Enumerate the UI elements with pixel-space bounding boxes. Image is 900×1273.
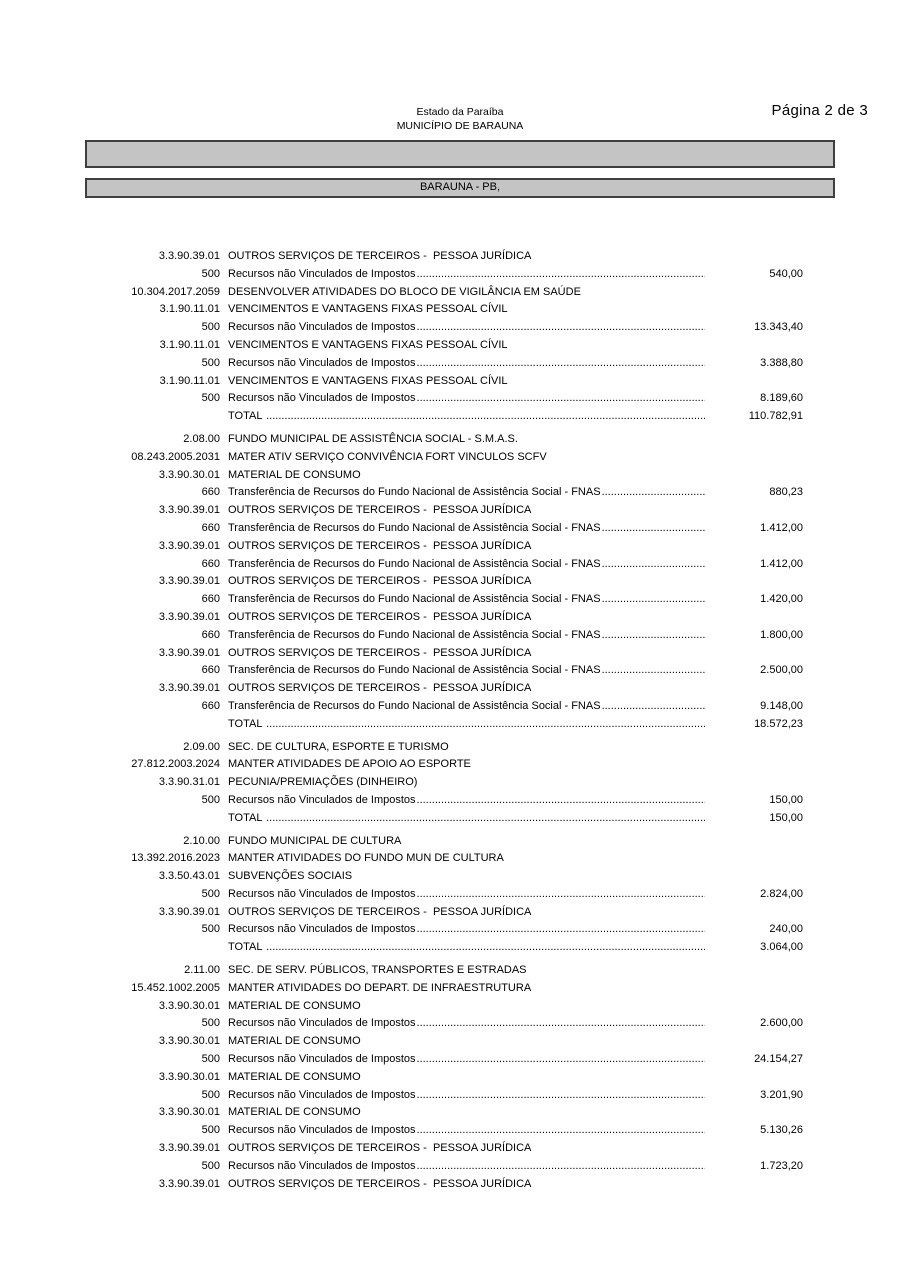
row-code: 660	[201, 593, 220, 606]
report-row	[85, 520, 835, 538]
row-code: 3.3.90.39.01	[158, 1177, 220, 1190]
dot-leader	[417, 1051, 705, 1069]
row-value: 5.130,26	[760, 1124, 803, 1137]
dot-leader	[602, 520, 705, 538]
report-row	[85, 1158, 835, 1176]
row-code: 500	[201, 1017, 220, 1030]
municipality-name: MUNICÍPIO DE BARAUNA	[396, 119, 524, 132]
row-description: FUNDO MUNICIPAL DE ASSISTÊNCIA SOCIAL - S.M.A.S.	[228, 432, 518, 445]
row-value: 2.600,00	[760, 1017, 803, 1030]
row-description: MANTER ATIVIDADES DO DEPART. DE INFRAESTRUTURA	[228, 981, 532, 994]
row-code: 27.812.2003.2024	[131, 758, 220, 771]
row-description: SEC. DE SERV. PÚBLICOS, TRANSPORTES E ESTRADAS	[228, 964, 527, 977]
row-value: 2.500,00	[760, 664, 803, 677]
report-row	[85, 355, 835, 373]
row-desc-wrap	[228, 248, 705, 266]
report-row	[85, 810, 835, 828]
row-description: Transferência de Recursos do Fundo Nacional de Assistência Social - FNAS	[228, 557, 601, 570]
report-row	[85, 408, 835, 426]
dot-leader	[417, 319, 705, 337]
row-description: VENCIMENTOS E VANTAGENS FIXAS PESSOAL CÍVIL	[228, 303, 508, 316]
row-code: 500	[201, 887, 220, 900]
row-value: 1.723,20	[760, 1159, 803, 1172]
row-code: 2.10.00	[183, 834, 220, 847]
row-description: FUNDO MUNICIPAL DE CULTURA	[228, 834, 402, 847]
report-row	[85, 502, 835, 520]
row-desc-wrap	[228, 739, 705, 757]
report-row	[85, 538, 835, 556]
row-code: 660	[201, 486, 220, 499]
report-body	[85, 248, 835, 1193]
row-code: 500	[201, 392, 220, 405]
row-code: 2.11.00	[184, 964, 220, 977]
row-desc-wrap	[228, 319, 705, 337]
row-description: SUBVENÇÕES SOCIAIS	[228, 870, 353, 883]
report-row	[85, 716, 835, 734]
dot-leader	[417, 792, 705, 810]
row-desc-wrap	[228, 962, 705, 980]
row-code: 10.304.2017.2059	[131, 285, 220, 298]
row-description: Recursos não Vinculados de Impostos	[228, 923, 416, 936]
row-description: PECUNIA/PREMIAÇÕES (DINHEIRO)	[228, 776, 418, 789]
row-value: 8.189,60	[760, 392, 803, 405]
row-description: TOTAL	[228, 941, 266, 954]
row-desc-wrap	[228, 609, 705, 627]
row-desc-wrap	[228, 756, 705, 774]
row-desc-wrap	[228, 698, 705, 716]
row-value: 9.148,00	[760, 699, 803, 712]
report-row	[85, 449, 835, 467]
dot-leader	[266, 939, 705, 957]
row-code: 660	[201, 664, 220, 677]
report-row	[85, 1122, 835, 1140]
row-code: 3.3.90.30.01	[158, 1106, 220, 1119]
dot-leader	[417, 886, 705, 904]
row-description: OUTROS SERVIÇOS DE TERCEIROS - PESSOA JURÍDICA	[228, 575, 532, 588]
row-desc-wrap	[228, 1015, 705, 1033]
dot-leader	[266, 408, 705, 426]
report-row	[85, 390, 835, 408]
row-desc-wrap	[228, 627, 705, 645]
row-code: 3.3.50.43.01	[158, 870, 220, 883]
row-code: 500	[201, 1088, 220, 1101]
report-row	[85, 337, 835, 355]
report-row	[85, 1015, 835, 1033]
row-code: 3.3.90.39.01	[158, 575, 220, 588]
row-description: Transferência de Recursos do Fundo Nacional de Assistência Social - FNAS	[228, 699, 601, 712]
report-row	[85, 627, 835, 645]
row-desc-wrap	[228, 868, 705, 886]
row-value: 1.420,00	[760, 593, 803, 606]
row-code: 13.392.2016.2023	[131, 852, 220, 865]
row-desc-wrap	[228, 921, 705, 939]
row-desc-wrap	[228, 337, 705, 355]
row-value: 13.343,40	[754, 321, 803, 334]
report-row	[85, 792, 835, 810]
report-row	[85, 1033, 835, 1051]
row-desc-wrap	[228, 645, 705, 663]
report-row	[85, 886, 835, 904]
report-row	[85, 319, 835, 337]
row-description: Recursos não Vinculados de Impostos	[228, 392, 416, 405]
report-row	[85, 904, 835, 922]
row-desc-wrap	[228, 467, 705, 485]
report-row	[85, 266, 835, 284]
row-desc-wrap	[228, 390, 705, 408]
row-desc-wrap	[228, 373, 705, 391]
row-desc-wrap	[228, 266, 705, 284]
page-number: Página 2 de 3	[771, 102, 868, 119]
row-code: 15.452.1002.2005	[131, 981, 220, 994]
row-code: 500	[201, 1159, 220, 1172]
row-code: 500	[201, 267, 220, 280]
dot-leader	[417, 1158, 705, 1176]
report-row	[85, 868, 835, 886]
row-desc-wrap	[228, 301, 705, 319]
row-description: VENCIMENTOS E VANTAGENS FIXAS PESSOAL CÍVIL	[228, 374, 508, 387]
row-description: Recursos não Vinculados de Impostos	[228, 793, 416, 806]
dot-leader	[417, 390, 705, 408]
report-row	[85, 645, 835, 663]
row-description: Recursos não Vinculados de Impostos	[228, 267, 416, 280]
row-description: Transferência de Recursos do Fundo Nacional de Assistência Social - FNAS	[228, 521, 601, 534]
row-code: 500	[201, 321, 220, 334]
report-row	[85, 431, 835, 449]
row-value: 880,23	[769, 486, 803, 499]
row-value: 24.154,27	[754, 1053, 803, 1066]
row-code: 3.3.90.39.01	[158, 646, 220, 659]
row-description: Recursos não Vinculados de Impostos	[228, 321, 416, 334]
dot-leader	[417, 921, 705, 939]
report-letterhead	[85, 106, 835, 133]
row-description: Recursos não Vinculados de Impostos	[228, 887, 416, 900]
row-description: SEC. DE CULTURA, ESPORTE E TURISMO	[228, 740, 449, 753]
report-row	[85, 774, 835, 792]
report-row	[85, 680, 835, 698]
report-row	[85, 284, 835, 302]
row-description: TOTAL	[228, 717, 266, 730]
row-description: OUTROS SERVIÇOS DE TERCEIROS - PESSOA JURÍDICA	[228, 250, 532, 262]
row-desc-wrap	[228, 1087, 705, 1105]
row-description: DESENVOLVER ATIVIDADES DO BLOCO DE VIGILÂNCIA EM SAÚDE	[228, 285, 581, 298]
row-desc-wrap	[228, 716, 705, 734]
dot-leader	[602, 484, 705, 502]
row-code: 3.3.90.39.01	[158, 905, 220, 918]
report-row	[85, 1087, 835, 1105]
report-row	[85, 962, 835, 980]
row-desc-wrap	[228, 1158, 705, 1176]
state-name: Estado da Paraíba	[416, 106, 504, 118]
row-code: 660	[201, 557, 220, 570]
row-description: Transferência de Recursos do Fundo Nacional de Assistência Social - FNAS	[228, 486, 601, 499]
row-desc-wrap	[228, 556, 705, 574]
report-row	[85, 1051, 835, 1069]
dot-leader	[417, 266, 705, 284]
report-row	[85, 609, 835, 627]
row-value: 3.388,80	[760, 356, 803, 369]
row-desc-wrap	[228, 1122, 705, 1140]
report-row	[85, 467, 835, 485]
row-code: 500	[201, 923, 220, 936]
row-desc-wrap	[228, 886, 705, 904]
row-description: OUTROS SERVIÇOS DE TERCEIROS - PESSOA JURÍDICA	[228, 1142, 532, 1155]
report-row	[85, 1140, 835, 1158]
row-code: 3.3.90.30.01	[158, 1035, 220, 1048]
report-row	[85, 248, 835, 266]
row-value: 18.572,23	[754, 717, 803, 730]
report-row	[85, 373, 835, 391]
row-code: 500	[201, 356, 220, 369]
row-code: 3.3.90.39.01	[158, 504, 220, 517]
dot-leader	[266, 716, 705, 734]
row-desc-wrap	[228, 284, 705, 302]
report-row	[85, 833, 835, 851]
row-desc-wrap	[228, 680, 705, 698]
report-row	[85, 980, 835, 998]
dot-leader	[602, 556, 705, 574]
row-code: 3.3.90.39.01	[158, 539, 220, 552]
row-code: 08.243.2005.2031	[131, 450, 220, 463]
report-row	[85, 556, 835, 574]
row-description: MATERIAL DE CONSUMO	[228, 1106, 361, 1119]
row-code: 3.3.90.30.01	[158, 468, 220, 481]
dot-leader	[602, 662, 705, 680]
row-code: 2.09.00	[183, 740, 220, 753]
row-value: 150,00	[769, 793, 803, 806]
row-code: 3.3.90.39.01	[158, 250, 220, 262]
report-title-box	[85, 140, 835, 168]
row-desc-wrap	[228, 939, 705, 957]
row-value: 3.064,00	[760, 941, 803, 954]
row-desc-wrap	[228, 449, 705, 467]
row-description: MATERIAL DE CONSUMO	[228, 468, 361, 481]
report-row	[85, 662, 835, 680]
row-description: TOTAL	[228, 811, 266, 824]
row-desc-wrap	[228, 1033, 705, 1051]
row-code: 3.1.90.11.01	[159, 303, 220, 316]
report-row	[85, 573, 835, 591]
row-desc-wrap	[228, 1069, 705, 1087]
row-desc-wrap	[228, 1176, 705, 1194]
row-description: Recursos não Vinculados de Impostos	[228, 356, 416, 369]
row-desc-wrap	[228, 502, 705, 520]
report-row	[85, 850, 835, 868]
row-desc-wrap	[228, 904, 705, 922]
row-code: 3.3.90.39.01	[158, 682, 220, 695]
row-desc-wrap	[228, 484, 705, 502]
row-description: Transferência de Recursos do Fundo Nacional de Assistência Social - FNAS	[228, 664, 601, 677]
row-code: 2.08.00	[183, 432, 220, 445]
row-description: Recursos não Vinculados de Impostos	[228, 1017, 416, 1030]
row-code: 3.3.90.31.01	[158, 776, 220, 789]
row-code: 3.3.90.39.01	[158, 610, 220, 623]
row-description: OUTROS SERVIÇOS DE TERCEIROS - PESSOA JURÍDICA	[228, 646, 532, 659]
row-value: 3.201,90	[760, 1088, 803, 1101]
row-description: Recursos não Vinculados de Impostos	[228, 1053, 416, 1066]
row-code: 3.3.90.39.01	[158, 1142, 220, 1155]
row-desc-wrap	[228, 591, 705, 609]
report-row	[85, 939, 835, 957]
row-description: Transferência de Recursos do Fundo Nacional de Assistência Social - FNAS	[228, 593, 601, 606]
row-description: MANTER ATIVIDADES DE APOIO AO ESPORTE	[228, 758, 471, 771]
row-desc-wrap	[228, 980, 705, 998]
report-row	[85, 756, 835, 774]
row-value: 150,00	[769, 811, 803, 824]
report-row	[85, 921, 835, 939]
row-value: 1.412,00	[760, 521, 803, 534]
row-value: 240,00	[769, 923, 803, 936]
row-description: Transferência de Recursos do Fundo Nacional de Assistência Social - FNAS	[228, 628, 601, 641]
row-desc-wrap	[228, 573, 705, 591]
report-row	[85, 301, 835, 319]
row-code: 500	[201, 793, 220, 806]
row-desc-wrap	[228, 1140, 705, 1158]
report-row	[85, 998, 835, 1016]
row-value: 2.824,00	[760, 887, 803, 900]
row-value: 1.412,00	[760, 557, 803, 570]
dot-leader	[417, 1122, 705, 1140]
dot-leader	[417, 355, 705, 373]
dot-leader	[417, 1087, 705, 1105]
row-description: MANTER ATIVIDADES DO FUNDO MUN DE CULTURA	[228, 852, 504, 865]
row-description: MATER ATIV SERVIÇO CONVIVÊNCIA FORT VINCULOS SCFV	[228, 450, 547, 463]
row-desc-wrap	[228, 408, 705, 426]
row-desc-wrap	[228, 662, 705, 680]
row-code: 660	[201, 521, 220, 534]
row-value: 540,00	[769, 267, 803, 280]
city-line: BARAUNA - PB,	[419, 181, 501, 193]
report-row	[85, 698, 835, 716]
report-row	[85, 484, 835, 502]
row-description: Recursos não Vinculados de Impostos	[228, 1159, 416, 1172]
row-value: 110.782,91	[748, 410, 803, 423]
report-row	[85, 739, 835, 757]
row-code: 660	[201, 699, 220, 712]
city-box	[85, 178, 835, 198]
row-desc-wrap	[228, 833, 705, 851]
row-value: 1.800,00	[760, 628, 803, 641]
dot-leader	[602, 698, 705, 716]
row-desc-wrap	[228, 1051, 705, 1069]
dot-leader	[602, 591, 705, 609]
dot-leader	[602, 627, 705, 645]
row-code: 3.3.90.30.01	[158, 1070, 220, 1083]
dot-leader	[266, 810, 705, 828]
row-code: 3.3.90.30.01	[158, 999, 220, 1012]
report-row	[85, 1176, 835, 1194]
row-code: 3.1.90.11.01	[159, 338, 220, 351]
row-code: 500	[201, 1124, 220, 1137]
row-code: 500	[201, 1053, 220, 1066]
row-desc-wrap	[228, 998, 705, 1016]
row-desc-wrap	[228, 1104, 705, 1122]
row-desc-wrap	[228, 355, 705, 373]
row-code: 3.1.90.11.01	[159, 374, 220, 387]
row-description: OUTROS SERVIÇOS DE TERCEIROS - PESSOA JURÍDICA	[228, 1177, 532, 1190]
row-desc-wrap	[228, 792, 705, 810]
row-desc-wrap	[228, 520, 705, 538]
row-description: Recursos não Vinculados de Impostos	[228, 1124, 416, 1137]
report-row	[85, 1069, 835, 1087]
row-description: MATERIAL DE CONSUMO	[228, 1035, 361, 1048]
report-row	[85, 591, 835, 609]
row-description: OUTROS SERVIÇOS DE TERCEIROS - PESSOA JURÍDICA	[228, 610, 532, 623]
row-description: Recursos não Vinculados de Impostos	[228, 1088, 416, 1101]
row-desc-wrap	[228, 850, 705, 868]
row-description: MATERIAL DE CONSUMO	[228, 1070, 361, 1083]
row-desc-wrap	[228, 774, 705, 792]
row-desc-wrap	[228, 538, 705, 556]
row-desc-wrap	[228, 431, 705, 449]
dot-leader	[417, 1015, 705, 1033]
row-code: 660	[201, 628, 220, 641]
row-description: MATERIAL DE CONSUMO	[228, 999, 361, 1012]
row-description: VENCIMENTOS E VANTAGENS FIXAS PESSOAL CÍVIL	[228, 338, 508, 351]
report-row	[85, 1104, 835, 1122]
row-description: OUTROS SERVIÇOS DE TERCEIROS - PESSOA JURÍDICA	[228, 539, 532, 552]
row-desc-wrap	[228, 810, 705, 828]
row-description: OUTROS SERVIÇOS DE TERCEIROS - PESSOA JURÍDICA	[228, 905, 532, 918]
row-description: OUTROS SERVIÇOS DE TERCEIROS - PESSOA JURÍDICA	[228, 504, 532, 517]
row-description: OUTROS SERVIÇOS DE TERCEIROS - PESSOA JURÍDICA	[228, 682, 532, 695]
row-description: TOTAL	[228, 410, 266, 423]
